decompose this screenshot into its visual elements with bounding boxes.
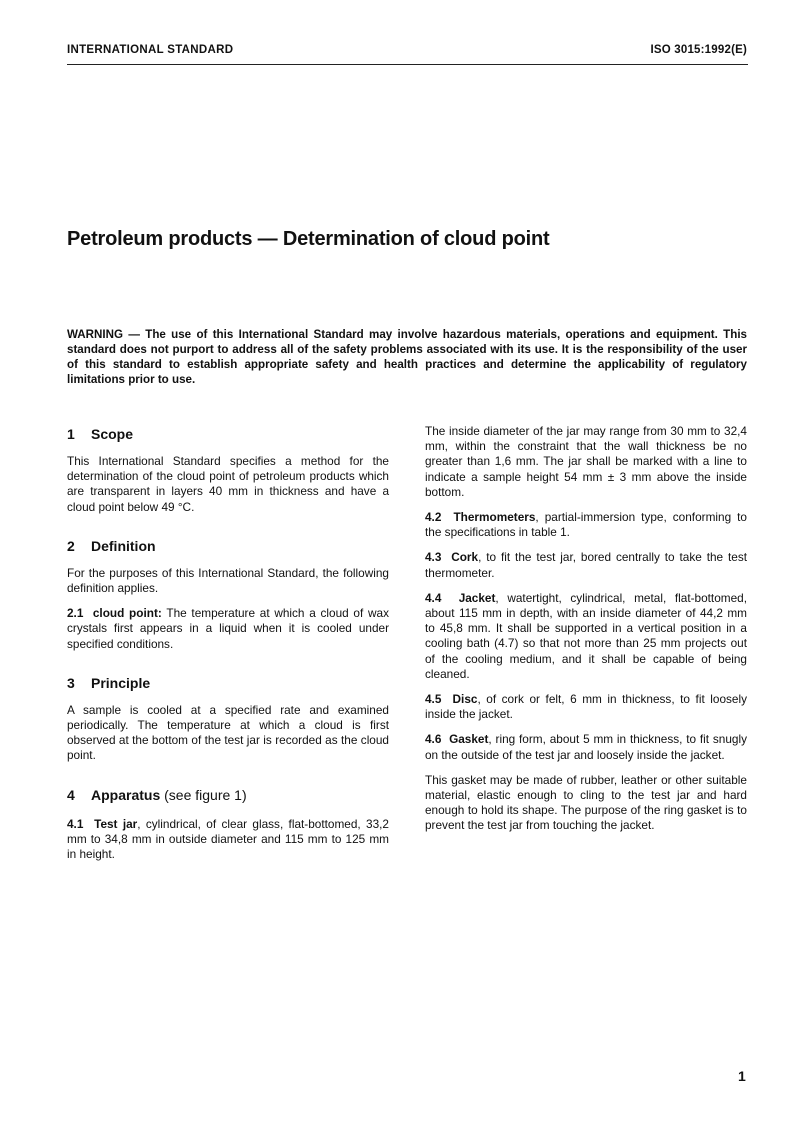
item-term: Thermometers xyxy=(453,510,536,525)
apparatus-item-4-1 xyxy=(67,817,389,863)
apparatus-item-4-6 xyxy=(425,732,747,762)
item-term: cloud point: xyxy=(92,606,162,621)
definition-intro: For the purposes of this International Standard, the following definition applies. xyxy=(67,565,389,596)
item-text: , watertight, cylindrical, metal, flat-bottomed, about 115 mm in depth, with an inside diameter of 44,2 mm to 45,8 mm. It shall be supported in a vertical position in a cooling bath (4.7) so that not more than 25 mm projects out of the cooling medium, and it shall be capable of being cleaned. xyxy=(425,590,747,681)
item-number: 4.2 xyxy=(425,510,442,525)
section-title: Definition xyxy=(91,537,156,554)
item-text: The temperature at which a cloud of wax crystals first appears in a liquid when it is cooled under specified conditions. xyxy=(67,606,389,651)
item-number: 4.3 xyxy=(425,550,442,565)
left-column xyxy=(67,424,389,862)
document-title: Petroleum products — Determination of cloud point xyxy=(67,228,550,250)
item-term: Cork xyxy=(451,550,479,565)
section-title: Apparatus xyxy=(91,786,161,803)
apparatus-item-4-6-continued: This gasket may be made of rubber, leather or other suitable material, elastic enough to cling to the test jar and hard enough to hold its shape. The purpose of the ring gasket is to prevent the test jar from touching the jacket. xyxy=(425,772,747,833)
warning-notice: WARNING — The use of this International Standard may involve hazardous materials, operations and equipment. This standard does not purport to address all of the safety problems associated with its use. It is the responsibility of the user of this standard to establish appropriate safety and health practices and determine the applicability of regulatory limitations prior to use. xyxy=(67,328,747,386)
page-header xyxy=(67,44,747,64)
apparatus-item-4-2 xyxy=(425,510,747,540)
section-title: Principle xyxy=(91,674,151,691)
page-number: 1 xyxy=(738,1068,746,1084)
item-number: 4.1 xyxy=(67,816,84,831)
section-scope-heading xyxy=(67,424,389,444)
item-text: , partial-immersion type, conforming to the specifications in table 1. xyxy=(425,510,747,540)
item-term: Test jar xyxy=(94,816,138,831)
apparatus-item-4-3 xyxy=(425,550,747,580)
item-term: Disc xyxy=(452,692,478,707)
item-term: Gasket xyxy=(449,732,489,747)
header-standard-number: ISO 3015:1992(E) xyxy=(650,44,747,56)
item-number: 4.6 xyxy=(425,732,442,747)
right-column xyxy=(425,424,747,834)
definition-item xyxy=(67,606,389,652)
principle-body: A sample is cooled at a specified rate and examined periodically. The temperature at which a cloud is first observed at the bottom of the test jar is recorded as the cloud point. xyxy=(67,702,389,763)
section-title: Scope xyxy=(91,426,134,442)
section-title-suffix: (see figure 1) xyxy=(164,786,247,803)
section-definition-heading xyxy=(67,536,389,556)
item-text: , ring form, about 5 mm in thickness, to fit snugly on the outside of the test jar and loosely inside the jacket. xyxy=(425,732,747,762)
item-term: Jacket xyxy=(458,590,496,605)
item-number: 4.4 xyxy=(425,590,442,605)
section-number: 2 xyxy=(67,537,75,554)
item-number: 4.5 xyxy=(425,692,442,707)
section-apparatus-heading xyxy=(67,785,389,805)
section-principle-heading xyxy=(67,673,389,693)
item-text: , cylindrical, of clear glass, flat-bottomed, 33,2 mm to 34,8 mm in outside diameter and 115 mm to 125 mm in height. xyxy=(67,816,389,862)
section-number: 1 xyxy=(67,426,75,442)
section-number: 4 xyxy=(67,786,75,803)
section-number: 3 xyxy=(67,674,75,691)
apparatus-item-4-1-continued: The inside diameter of the jar may range from 30 mm to 32,4 mm, within the constraint that the wall thickness be no greater than 1,6 mm. The jar shall be marked with a line to indicate a sample height 54 mm ± 3 mm above the inside bottom. xyxy=(425,424,747,499)
header-standard-type: INTERNATIONAL STANDARD xyxy=(67,44,234,56)
apparatus-item-4-4 xyxy=(425,591,747,682)
apparatus-item-4-5 xyxy=(425,692,747,722)
item-text: , of cork or felt, 6 mm in thickness, to fit loosely inside the jacket. xyxy=(425,692,747,722)
item-text: , to fit the test jar, bored centrally to take the test thermometer. xyxy=(425,550,747,580)
scope-body: This International Standard specifies a method for the determination of the cloud point of petroleum products which are transparent in layers 40 mm in thickness and have a cloud point below 49 °C. xyxy=(67,454,389,514)
item-number: 2.1 xyxy=(67,606,84,621)
header-rule xyxy=(67,64,748,65)
